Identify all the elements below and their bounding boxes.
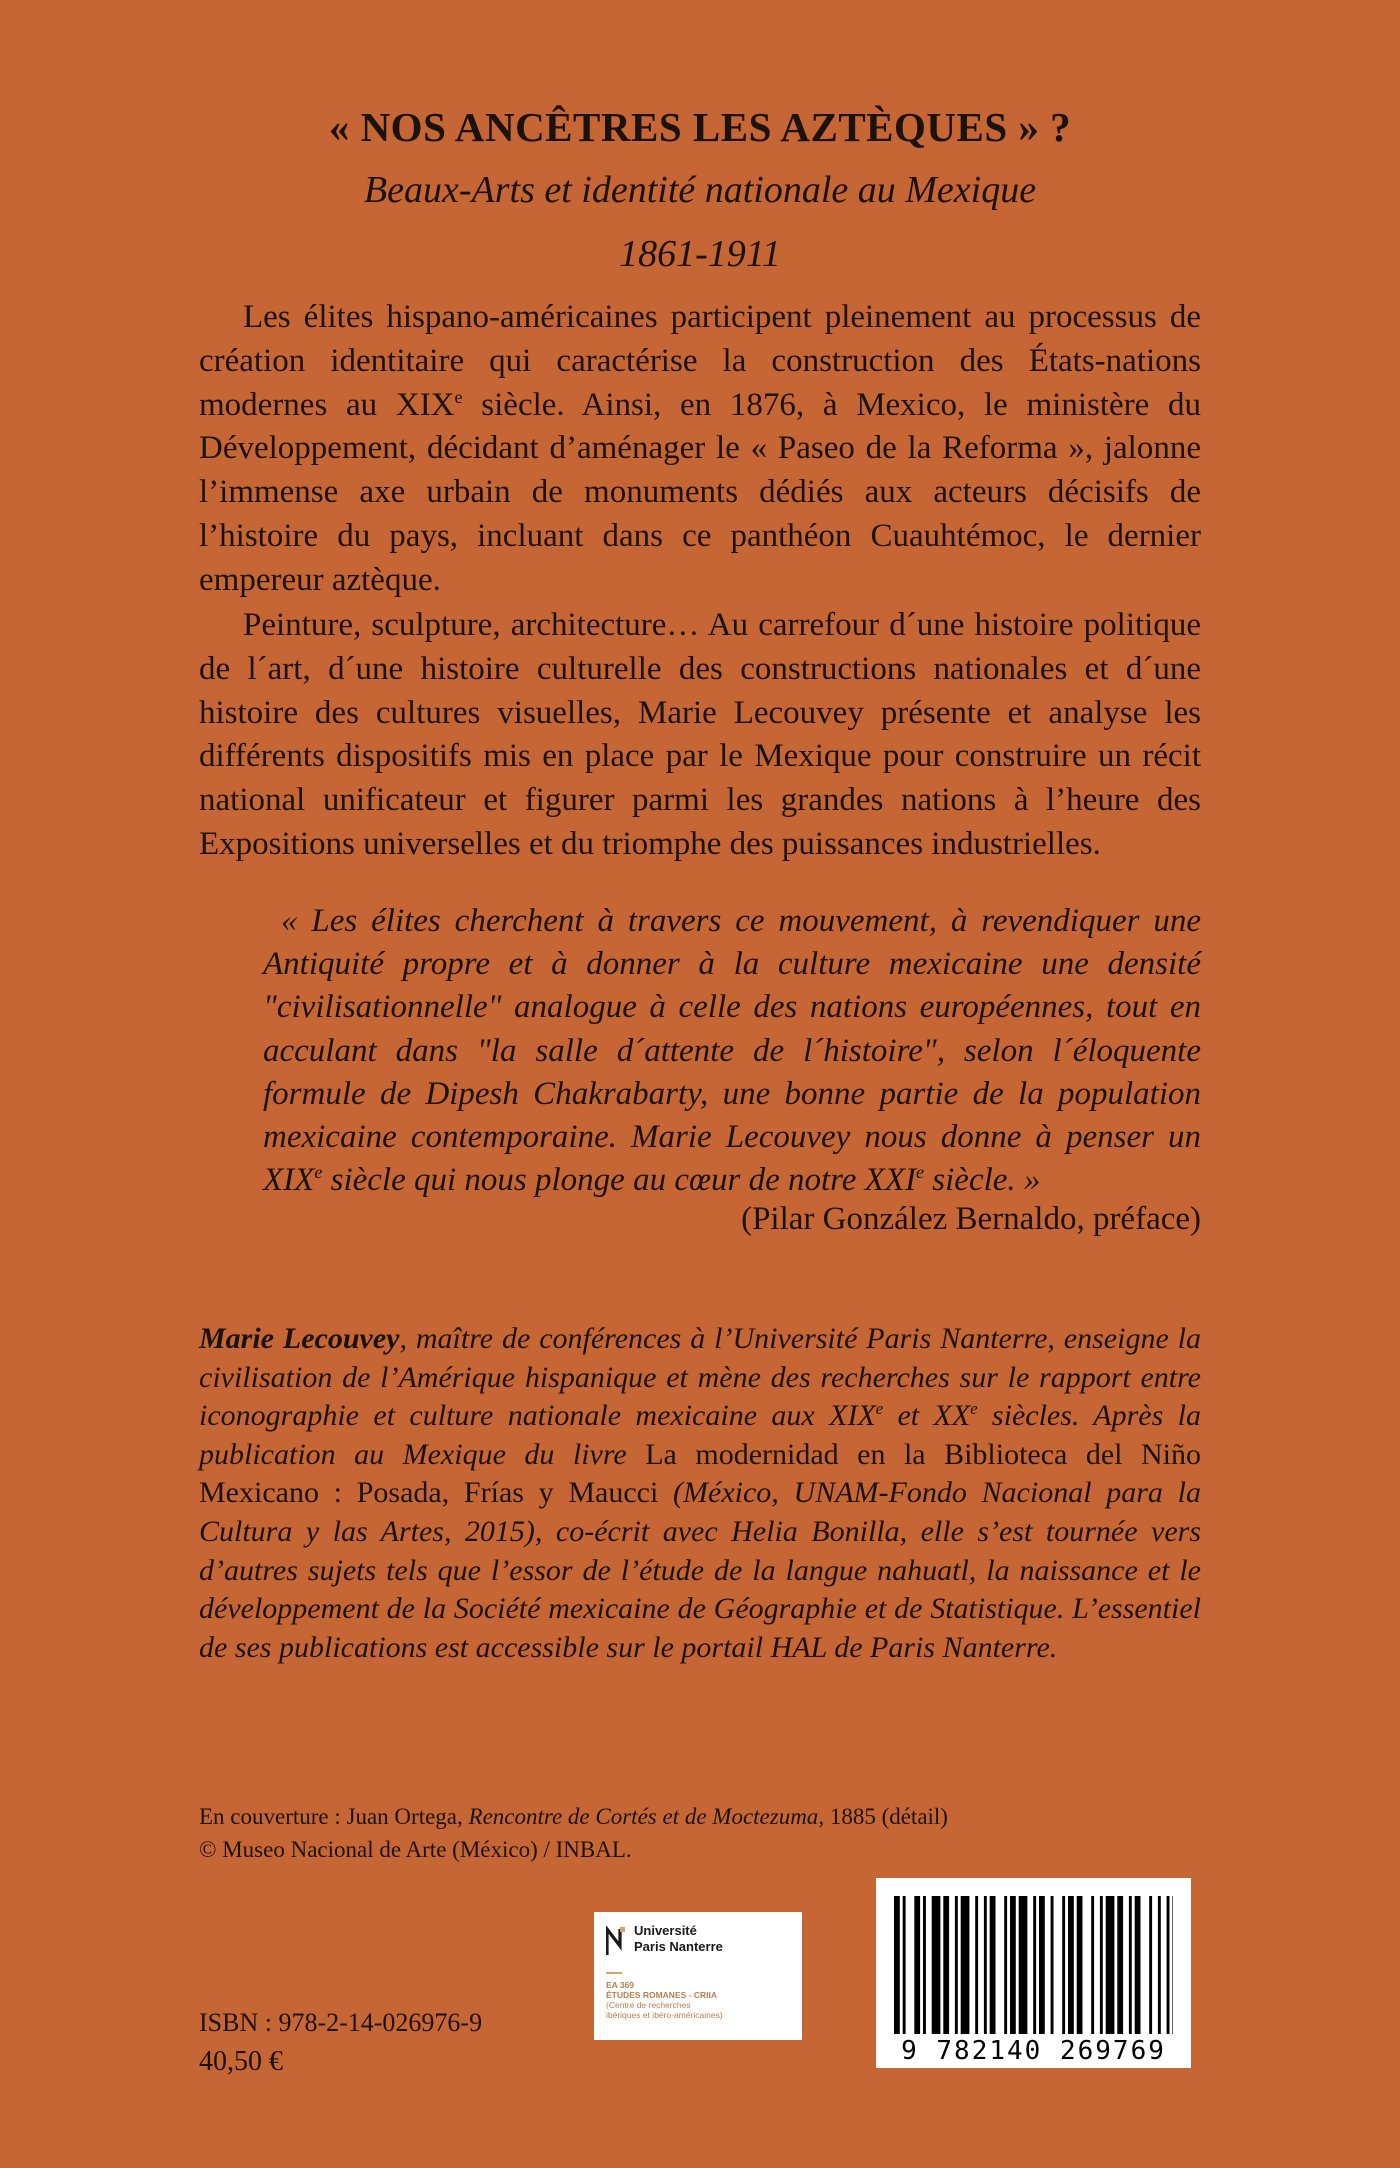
isbn-number: ISBN : 978-2-14-026976-9 [199,2008,483,2037]
barcode-bar [1091,1896,1094,2034]
barcode-bar [914,1896,920,2034]
summary-paragraph-1: Les élites hispano-américaines participent pleinement au processus de création identitaire qui caractérise la construction des États-nations modernes au XIXe siècle. Ainsi, en 1876, à Mexico, le ministère du Développement, décidant d’aménager le « Paseo de la Reforma », jalonne l’immense axe urbain de monuments dédiés aux acteurs décisifs de l’histoire du pays, incluant dans ce panthéon Cuauhtémoc, le dernier empereur aztèque. [199,299,1201,598]
book-dates: 1861-1911 [619,233,781,275]
cover-credit-line-1: En couverture : Juan Ortega, Rencontre de Cortés et de Moctezuma, 1885 (détail) [199,1804,948,1829]
barcode-bar [1010,1896,1016,2034]
summary-paragraph-2: Peinture, sculpture, architecture… Au carrefour d´une histoire politique de l´art, d´une histoire culturelle des constructions nationales et d´une histoire des cultures visuelles, Marie Lecouvey présente et analyse les différents dispositifs mis en place par le Mexique pour construire un récit national unificateur et figurer parmi les grandes nations à l’heure des Expositions universelles et du triomphe des puissances industrielles. [199,607,1201,862]
barcode-bar [932,1896,941,2034]
barcode-bar [1033,1896,1036,2034]
author-bio: Marie Lecouvey, maître de conférences à l’Université Paris Nanterre, enseigne la civilisation de l’Amérique hispanique et mène des recherches sur le rapport entre iconographie et culture nationale mexicaine aux XIXe et XXe siècles. Après la publication au Mexique du livre La modernidad en la Biblioteca del Niño Mexicano : Posada, Frías y Maucci (México, UNAM-Fondo Nacional para la Cultura y las Artes, 2015), co-écrit avec Helia Bonilla, elle s’est tournée vers d’autres sujets tels que l’essor de l’étude de la langue nahuatl, la naissance et le développement de la Société mexicaine de Géographie et de Statistique. L’essentiel de ses publications est accessible sur le portail HAL de Paris Nanterre. [199,1322,1202,1664]
quote-attribution: (Pilar González Bernaldo, préface) [741,1201,1201,1237]
preface-quote: « Les élites cherchent à travers ce mouvement, à revendiquer une Antiquité propre et à donner à la culture mexicaine une densité "civilisationnelle" analogue à celle des nations européennes, tout en acculant dans "la salle d´attente de l´histoire", selon l´éloquente formule de Dipesh Chakrabarty, une bonne partie de la population mexicaine contemporaine. Marie Lecouvey nous donne à penser un XIXe siècle qui nous plonge au cœur de notre XXIe siècle. » [263,903,1201,1199]
barcode-bar [1051,1896,1054,2034]
research-unit: EA 369 ÉTUDES ROMANES - CRIIA (Centre de recherches ibériques et ibéro-américaines) [606,1980,723,2020]
university-name: Université Paris Nanterre [634,1923,723,1954]
cover-credits [199,1800,948,1866]
barcode-bar [1077,1896,1083,2034]
barcode-bar [1117,1896,1123,2034]
barcode-bars [894,1896,1173,2034]
barcode-bar [984,1896,987,2034]
barcode-bar [1062,1896,1065,2034]
barcode-bar [955,1896,958,2034]
barcode-bar [894,1896,900,2034]
barcode-bar [975,1896,978,2034]
nanterre-n-icon [606,1926,626,1956]
barcode-bar [923,1896,926,2034]
barcode-bar [1129,1896,1132,2034]
barcode-bar [943,1896,949,2034]
barcode-digits: 9 782140 269769 [901,2036,1166,2066]
barcode-bar [1149,1896,1152,2034]
isbn-barcode [876,1878,1191,2068]
university-logo [594,1912,802,2040]
book-title: « NOS ANCÊTRES LES AZTÈQUES » ? [328,104,1072,150]
barcode-bar [1135,1896,1141,2034]
barcode-bar [961,1896,970,2034]
barcode-bar [903,1896,906,2034]
cover-credit-line-2: © Museo Nacional de Arte (México) / INBAL. [199,1837,632,1862]
barcode-bar [1019,1896,1028,2034]
barcode-bar [1100,1896,1103,2034]
price: 40,50 € [199,2046,283,2077]
barcode-bar [1039,1896,1045,2034]
author-name: Marie Lecouvey [199,1322,400,1355]
barcode-bar [1068,1896,1074,2034]
barcode-bar [1004,1896,1007,2034]
barcode-bar [1167,1896,1170,2034]
barcode-bar [990,1896,996,2034]
barcode-bar [1158,1896,1161,2034]
barcode-bar [1172,1896,1173,2034]
book-subtitle: Beaux-Arts et identité nationale au Mexique [363,169,1037,211]
barcode-bar [1106,1896,1115,2034]
logo-divider [606,1972,622,1974]
cited-book-title: La modernidad en la Biblioteca del Niño Mexicano : Posada, Frías y Maucci [199,1437,1202,1510]
